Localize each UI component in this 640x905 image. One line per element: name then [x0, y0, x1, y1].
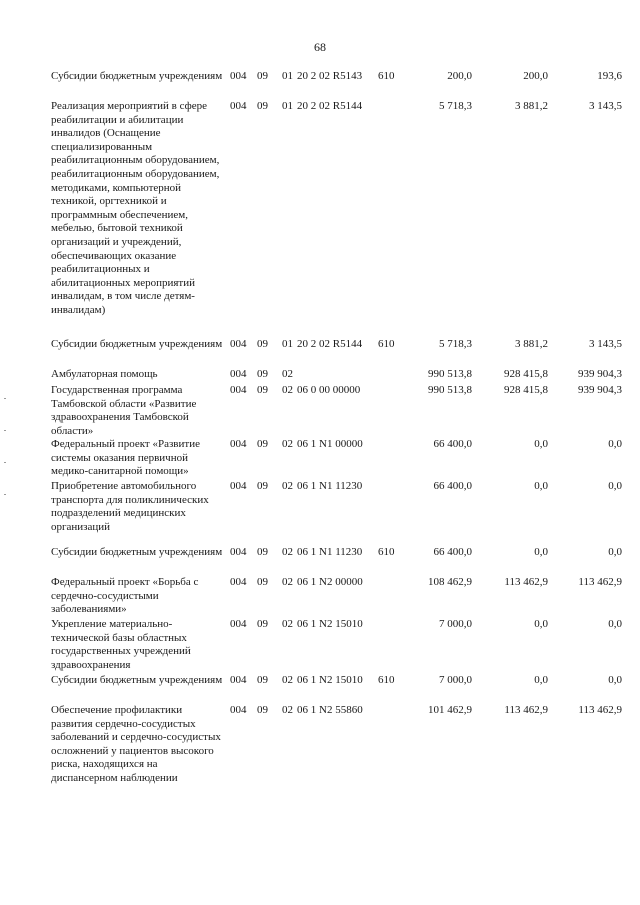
row-amount-year-3: 939 904,3 [578, 384, 622, 396]
row-amount-year-1: 990 513,8 [428, 384, 472, 396]
row-amount-year-2: 113 462,9 [504, 576, 548, 588]
row-amount-year-1: 66 400,0 [433, 480, 472, 492]
row-ministry-code: 004 [230, 384, 247, 396]
row-target-article: 06 1 N2 15010 [297, 618, 363, 630]
row-ministry-code: 004 [230, 618, 247, 630]
row-subsection-code: 02 [282, 546, 293, 558]
row-ministry-code: 004 [230, 674, 247, 686]
row-ministry-code: 004 [230, 576, 247, 588]
row-section-code: 09 [257, 338, 268, 350]
row-target-article: 06 0 00 00000 [297, 384, 361, 396]
row-section-code: 09 [257, 100, 268, 112]
row-amount-year-3: 0,0 [608, 674, 622, 686]
row-amount-year-2: 0,0 [534, 546, 548, 558]
table-row [0, 368, 640, 384]
row-amount-year-3: 0,0 [608, 438, 622, 450]
row-ministry-code: 004 [230, 368, 247, 380]
table-row [0, 338, 640, 368]
row-target-article: 06 1 N1 11230 [297, 546, 363, 558]
table-row [0, 70, 640, 100]
table-row [0, 576, 640, 618]
row-target-article: 06 1 N1 00000 [297, 438, 363, 450]
row-name: Приобретение автомобильного транспорта для поликлинических подразделений медицинских организаций [51, 480, 209, 533]
row-subsection-code: 02 [282, 480, 293, 492]
row-name: Амбулаторная помощь [51, 368, 158, 380]
row-target-article: 06 1 N2 55860 [297, 704, 363, 716]
row-name: Государственная программа Тамбовской области «Развитие здравоохранения Тамбовской области» [51, 384, 197, 437]
table-row [0, 704, 640, 804]
row-expense-type: 610 [378, 70, 395, 82]
row-subsection-code: 01 [282, 100, 293, 112]
row-amount-year-1: 7 000,0 [439, 618, 472, 630]
scan-edge-mark [4, 398, 6, 399]
row-amount-year-1: 108 462,9 [428, 576, 472, 588]
row-ministry-code: 004 [230, 546, 247, 558]
row-subsection-code: 02 [282, 438, 293, 450]
row-amount-year-1: 5 718,3 [439, 338, 472, 350]
row-subsection-code: 01 [282, 338, 293, 350]
row-ministry-code: 004 [230, 338, 247, 350]
row-target-article: 06 1 N1 11230 [297, 480, 363, 492]
row-subsection-code: 02 [282, 368, 293, 380]
table-row [0, 674, 640, 704]
row-name: Субсидии бюджетным учреждениям [51, 674, 223, 686]
row-expense-type: 610 [378, 338, 395, 350]
row-ministry-code: 004 [230, 704, 247, 716]
row-amount-year-3: 113 462,9 [578, 704, 622, 716]
row-ministry-code: 004 [230, 480, 247, 492]
row-amount-year-3: 0,0 [608, 546, 622, 558]
row-subsection-code: 02 [282, 384, 293, 396]
row-name: Субсидии бюджетным учреждениям [51, 338, 223, 350]
row-target-article: 20 2 02 R5144 [297, 100, 363, 112]
row-amount-year-2: 113 462,9 [504, 704, 548, 716]
row-amount-year-3: 193,6 [597, 70, 622, 82]
row-expense-type: 610 [378, 674, 395, 686]
row-subsection-code: 02 [282, 674, 293, 686]
row-amount-year-1: 66 400,0 [433, 438, 472, 450]
row-name: Обеспечение профилактики развития сердечно-сосудистых заболеваний и сердечно-сосудистых осложнений у пациентов высокого риска, находящихся на диспансерном наблюдении [51, 704, 221, 784]
scan-edge-mark [4, 430, 6, 431]
table-row [0, 384, 640, 438]
row-amount-year-1: 101 462,9 [428, 704, 472, 716]
row-section-code: 09 [257, 576, 268, 588]
budget-table [0, 70, 640, 804]
scan-edge-mark [4, 462, 6, 463]
row-section-code: 09 [257, 438, 268, 450]
row-name: Субсидии бюджетным учреждениям [51, 70, 223, 82]
row-amount-year-2: 0,0 [534, 480, 548, 492]
row-amount-year-2: 200,0 [523, 70, 548, 82]
table-row [0, 618, 640, 674]
page-number: 68 [314, 40, 326, 54]
row-amount-year-1: 66 400,0 [433, 546, 472, 558]
row-section-code: 09 [257, 384, 268, 396]
row-section-code: 09 [257, 674, 268, 686]
row-amount-year-3: 0,0 [608, 480, 622, 492]
row-section-code: 09 [257, 70, 268, 82]
row-section-code: 09 [257, 480, 268, 492]
row-expense-type: 610 [378, 546, 395, 558]
row-amount-year-2: 3 881,2 [515, 338, 548, 350]
row-target-article: 20 2 02 R5144 [297, 338, 363, 350]
row-target-article: 06 1 N2 00000 [297, 576, 363, 588]
scan-edge-mark [4, 494, 6, 495]
row-target-article: 06 1 N2 15010 [297, 674, 363, 686]
row-amount-year-3: 0,0 [608, 618, 622, 630]
row-amount-year-3: 3 143,5 [589, 100, 622, 112]
row-subsection-code: 01 [282, 70, 293, 82]
row-name: Федеральный проект «Борьба с сердечно-сосудистыми заболеваниями» [51, 576, 199, 616]
table-row [0, 100, 640, 338]
table-row [0, 438, 640, 480]
row-amount-year-1: 200,0 [447, 70, 472, 82]
row-subsection-code: 02 [282, 618, 293, 630]
row-amount-year-3: 113 462,9 [578, 576, 622, 588]
row-amount-year-1: 990 513,8 [428, 368, 472, 380]
row-ministry-code: 004 [230, 438, 247, 450]
row-target-article: 20 2 02 R5143 [297, 70, 363, 82]
row-section-code: 09 [257, 368, 268, 380]
row-ministry-code: 004 [230, 100, 247, 112]
row-name: Субсидии бюджетным учреждениям [51, 546, 223, 558]
row-ministry-code: 004 [230, 70, 247, 82]
row-name: Федеральный проект «Развитие системы оказания первичной медико-санитарной помощи» [51, 438, 200, 478]
table-row [0, 546, 640, 576]
row-amount-year-2: 0,0 [534, 618, 548, 630]
row-subsection-code: 02 [282, 576, 293, 588]
row-name: Укрепление материально-технической базы областных государственных учреждений здравоохранения [51, 618, 191, 671]
row-amount-year-2: 928 415,8 [504, 384, 548, 396]
row-amount-year-3: 939 904,3 [578, 368, 622, 380]
row-amount-year-2: 0,0 [534, 674, 548, 686]
row-section-code: 09 [257, 704, 268, 716]
row-amount-year-2: 928 415,8 [504, 368, 548, 380]
row-amount-year-2: 3 881,2 [515, 100, 548, 112]
row-section-code: 09 [257, 546, 268, 558]
row-section-code: 09 [257, 618, 268, 630]
row-amount-year-2: 0,0 [534, 438, 548, 450]
row-amount-year-3: 3 143,5 [589, 338, 622, 350]
row-name: Реализация мероприятий в сфере реабилитации и абилитации инвалидов (Оснащение специализированным реабилитационным оборудованием, реабилитационным оборудованием, методиками, компьютерной техникой, оргтехникой и программным обеспечением, мебелью, бытовой техникой организаций и учреждений, обеспечивающих оказание реабилитационных и абилитационных мероприятий инвалидам, в том числе детям-инвалидам) [51, 100, 220, 316]
row-amount-year-1: 7 000,0 [439, 674, 472, 686]
row-subsection-code: 02 [282, 704, 293, 716]
table-row [0, 480, 640, 546]
row-amount-year-1: 5 718,3 [439, 100, 472, 112]
